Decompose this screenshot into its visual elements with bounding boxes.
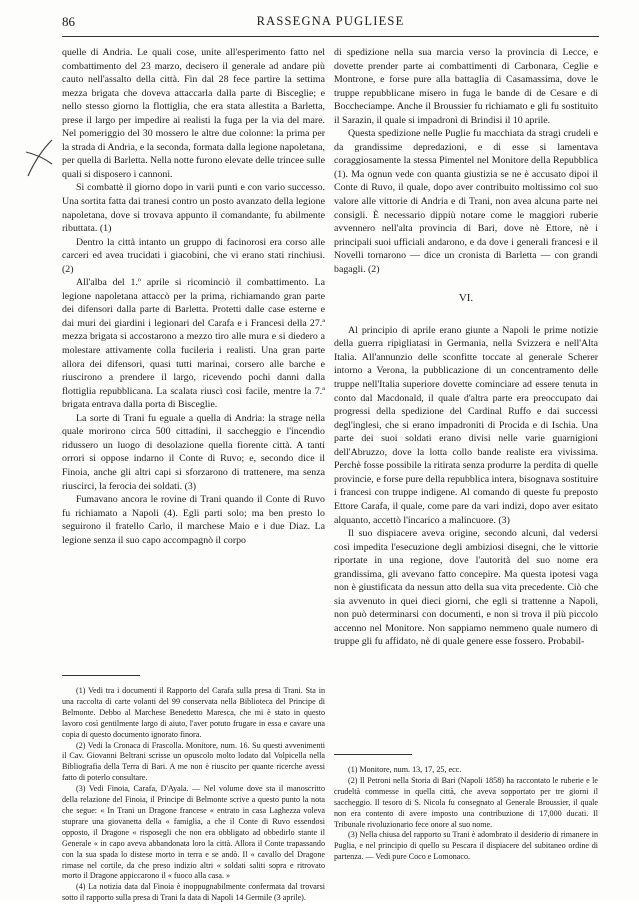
paragraph: Questa spedizione nelle Puglie fu macchiata da stragi crudeli e da grandissime depredazioni, e di esse si lamentava coraggiosamente la stessa Pimentel nel Monitore della Repubblica (1). Ma ognun vede con quanta giustizia se ne è accusato dipoi il Conte di Ruvo, il quale, dopo aver contribuito moltissimo col suo valore alle vittorie di Andria e di Trani, non avea alcuna parte nei consigli. È necessario dippiù notare come le maggiori ruberie avvennero nell'alta provincia di Bari, dove nè Ettore, nè i principali suoi ufficiali andarono, e da dove i generali francesi e il Novelli tornarono — dice un cronista di Barletta — con grandi bagagli. (2) <box>334 128 598 275</box>
left-footnotes <box>62 675 325 904</box>
right-footnotes <box>334 754 598 863</box>
footnote: (3) Vedi Finoia, Carafa, D'Ayala. — Nel volume dove sta il manoscritto della relazione del Finoia, il Principe di Belmonte scrive a questo punto la nota che segue: « In Trani un Dragone francese « entrato in casa Laghezza voleva stuprare una giovanetta della « famiglia, a che il Conte di Ruvo essendosi opposto, il Dragone « risposegli che non era obbligato ad obbedirlo stante il Generale « in capo aveva abbandonata loro la città. Allora il Conte trapassando con la sua spada lo distese morto in terra e se andò. Il « cavallo del Dragone rimase nel cortile, da che preso indizio altri « soldati saliti sopra e ritrovato morto il Dragone appiccarono il « fuoco alla casa. » <box>62 784 325 881</box>
handwritten-margin-mark <box>22 138 56 178</box>
paragraph: Fumavano ancora le rovine di Trani quando il Conte di Ruvo fu richiamato a Napoli (4). Egli parti solo; ma ben presto lo seguirono il fratello Carlo, il marchese Maio e i due Diaz. La legione senza il suo capo accompagnò il corpo <box>62 494 325 546</box>
running-title: RASSEGNA PUGLIESE <box>256 14 405 28</box>
footnote: (2) Il Petroni nella Storia di Bari (Napoli 1858) ha raccontato le ruberie e le crudeltà commesse in quella città, che aveva sopportato per tre giorni il saccheggio. Il tesoro di S. Nicola fu consegnato al Generale Broussier, il quale non era contento di avere imposto una contribuzione di 17,000 ducati. Il Tribunale rivoluzionario fece onore al suo nome. <box>334 775 598 829</box>
paragraph: quelle di Andria. Le quali cose, unite all'esperimento fatto nel combattimento del 23 marzo, decisero il generale ad andare più cauto nell'assalto della città. Fin dal 28 fece partire la settima mezza brigata che doveva attaccarla dalla parte di Bisceglie; e nello stesso giorno la flottiglia, che era stata allestita a Barletta, prese il largo per impedire ai realisti la fuga per la via del mare. Nel pomeriggio del 30 mossero le altre due colonne: la prima per la strada di Andria, e la seconda, formata dalla legione napoletana, per quella di Barletta. Nella notte furono elevate delle trincee sulle quali si disposero i cannoni. <box>62 47 325 180</box>
right-column <box>334 46 598 649</box>
paragraph: All'alba del 1.º aprile si ricominciò il combattimento. La legione napoletana attaccò per la prima, richiamando gran parte dei difensori dalla parte di Barletta. Protetti dalle case esterne e dai muri dei giardini i legionari del Carafa e i Francesi della 27.ª mezza brigata si accostarono a mezzo tiro alle mura e si diedero a molestare attivamente colla fucileria i realisti. Una gran parte allora dei difensori, quasi tutti marinai, corsero alle barche e riuscirono a prendere il largo, ricevendo pochi danni dalla flottiglia repubblicana. La scalata riuscì così facile, mentre la 7.ª brigata entrava dalla porta di Bisceglie. <box>62 277 325 411</box>
left-column <box>62 46 325 547</box>
paragraph: Al principio di aprile erano giunte a Napoli le prime notizie della guerra ripigliatasi in Germania, nella Svizzera e nell'Alta Italia. All'annunzio delle sconfitte toccate al generale Scherer intorno a Verona, la pubblicazione di un concentramento delle truppe nell'Italia superiore dovette cominciare ad essere tenuta in conto dal Macdonald, il quale d'altra parte era preoccupato dai progressi della spedizione del Cardinal Ruffo e dai successi degl'inglesi, che si erano impadroniti di Procida e di Ischia. Una parte dei suoi soldati erano divisi nelle varie guarnigioni dell'Abruzzo, dove la lotta collo bande realiste era vivissima. Perchè fosse possibile la ritirata senza produrre la perdita di quelle provincie, e forse pure della repubblica intera, bisognava sostituire i francesi con truppe indigene. Al comando di queste fu preposto Ettore Carafa, il quale, come pare da vari indizi, dopo aver esitato alquanto, accettò l'incarico a malincuore. (3) <box>334 324 598 526</box>
header-rule <box>62 36 599 37</box>
paragraph: Dentro la città intanto un gruppo di facinorosi era corso alle carceri ed avea trucidati i giacobini, che vi erano stati rinchiusi. (2) <box>62 236 325 275</box>
footnote: (4) La notizia data dal Finoia è inoppugnabilmente confermata dal trovarsi sotto il rapporto sulla presa di Trani la data di Napoli 14 Germile (3 aprile). <box>62 882 325 903</box>
footnote: (1) Monitore, num. 13, 17, 25, ecc. <box>348 765 462 774</box>
paragraph: Si combattè il giorno dopo in varii punti e con vario successo. Una sortita fatta dai tranesi contro un posto avanzato della legione napoletana, dove si trovava appunto il comandante, fu abilmente ributtata. (1) <box>62 182 325 235</box>
page-header <box>62 14 599 34</box>
paragraph: di spedizione nella sua marcia verso la provincia di Lecce, e dovette prender parte ai combattimenti di Carbonara, Ceglie e Montrone, e forse pure alla battaglia di Casamassima, dove le truppe repubblicane misero in fuga le bande di de Cesare e di Boccheciampe. Anche il Broussier fu richiamato e gli fu sostituito il Sarazin, il quale si impadronì di Brindisi il 10 aprile. <box>334 47 598 126</box>
footnote: (1) Vedi tra i documenti il Rapporto del Carafa sulla presa di Trani. Sta in una raccolta di carte volanti del 99 conservata nella Biblioteca del Principe di Belmonte. Debbo al Marchese Benedetto Maresca, che mi è stato in questo lavoro così gentilmente largo di aiuto, l'aver potuto frugare in essa e cavare una copia di questo documento ignorato finora. <box>62 686 325 739</box>
section-heading: VI. <box>458 292 474 305</box>
footnote: (3) Nella chiusa del rapporto su Trani è adombrato il desiderio di rimanere in Puglia, e nel principio di quello su Pescara il dispiacere del subitaneo ordine di partenza. — Vedi pure Coco e Lomonaco. <box>334 830 598 862</box>
paragraph: Il suo dispiacere aveva origine, secondo alcuni, dal vedersi così impedita l'esecuzione degli ambiziosi disegni, che le vittorie riportate in una regione, dove l'autorità del suo nome era grandissima, gli avevano fatto concepire. Ma questa ipotesi vaga non è giustificata da nessun atto della sua vita precedente. Ciò che sia avvenuto in quei dieci giorni, che egli si trattenne a Napoli, non può determinarsi con documenti, e non si trova il più piccolo accenno nel Monitore. Non sappiamo nemmeno quale numero di truppe gli fu affidato, nè di quale genere esse fossero. Probabil- <box>334 528 598 648</box>
footnote: (2) Vedi la Cronaca di Frascolla. Monitore, num. 16. Su questi avvenimenti il Cav. Giovanni Beltrani scrisse un opuscolo molto lodato dal Volpicella nella Bibliografia della Terra di Bari. A me non è riuscito per quante ricerche avessi fatto di poterlo consultare. <box>62 740 325 783</box>
paragraph: La sorte di Trani fu eguale a quella di Andria: la strage nella quale morirono circa 500 cittadini, il saccheggio e l'incendio ridussero un luogo di desolazione quella fiorente città. A tanti orrori si oppose indarno il Conte di Ruvo; e, secondo dice il Finoia, anche gli altri capi si sforzarono di trattenere, ma senza riuscirci, la ferocia dei soldati. (3) <box>62 412 325 492</box>
page-number: 86 <box>62 14 75 29</box>
